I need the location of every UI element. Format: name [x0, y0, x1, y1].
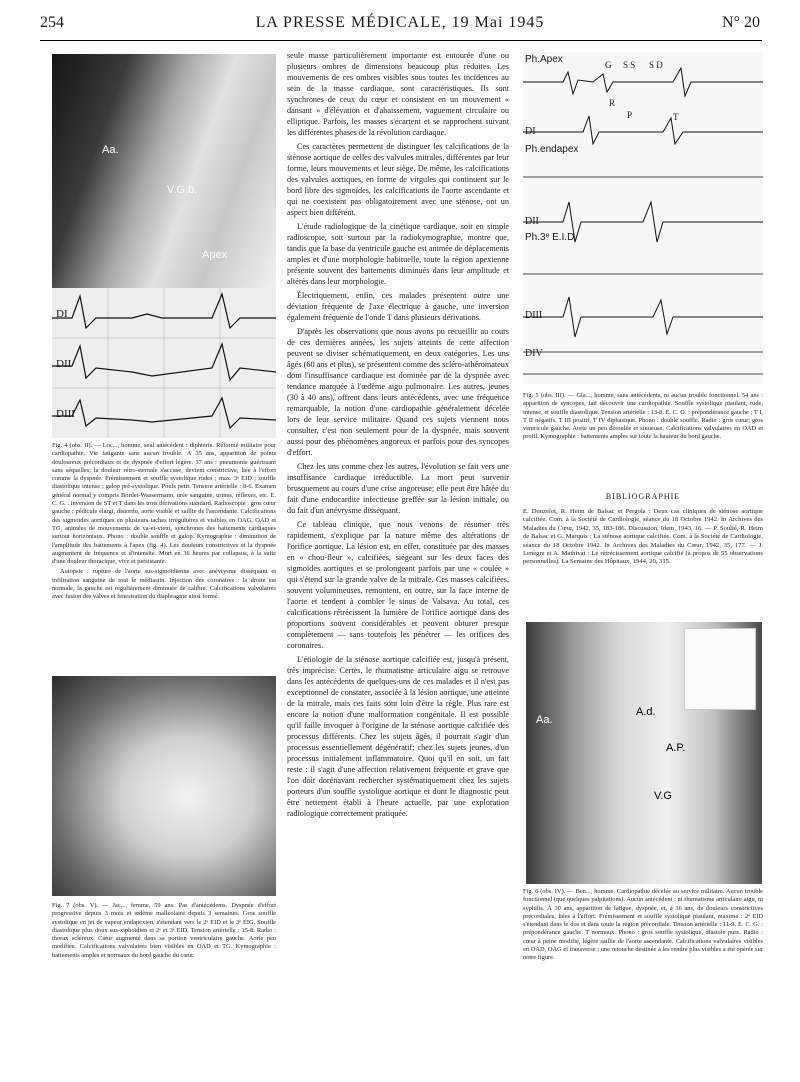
issue-number: N° 20 [722, 14, 760, 31]
fig7-caption [52, 902, 276, 962]
fig5-lead-ph-3eid: Ph.3ᵉ E.I.D. [525, 232, 578, 243]
article-paragraph-8: L'étiologie de la sténose aortique calcifiée est, jusqu'à présent, très imprécise. Certes, le rhumatisme articulaire aigu se retrouve dans les antécédents de quelques-uns de ces malades et il n'est pas exceptionnel de constater, associée à la lésion aortique, une atteinte de la mitrale, mais ces faits sont loin d'être la règle. Plus rare est encore la notion d'une malformation congénitale. Il est possible qu'il faille invoquer à l'origine de la sténose aortique calcifiée des processus différents. Chez les sujets âgés, il pourrait s'agir d'un processus essentiellement dégénératif; chez les sujets jeunes, d'un processus initialement inflammatoire. Quoi qu'il en soit, un fait reste : il s'agit d'une affection relativement fréquente et grave que l'on doit dorénavant rechercher systématiquement chez les sujets porteurs d'un souffle systolique aortique et dont le diagnostic peut être nettement établi à l'heure actuelle, par une exploration radiologique correctement pratiquée. [287, 655, 509, 818]
fig4-caption [52, 442, 276, 604]
fig4-label-vgb: V.G.b. [167, 184, 198, 196]
page-header [40, 14, 760, 38]
fig7-caption-text: Fig. 7 (obs. V). — Jac..., femme, 59 ans. Pas d'antécédents. Dyspnée d'effort progressive depuis 3 mois et œdème malléolaire depuis 3 semaines. Gros souffle systolique en jet de vapeur endapexien, s'étendant vers le 2ᵉ EID et le 3ᵉ EIG. Souffle diastolique plus doux sus-xiphoïdien et 2ᵉ et 3ᵉ EID. Tension artérielle : 15-8. Radio : thorax scléreux. Cœur augmenté dans sa portion ventriculaire gauche. Aorte peu modifiée. Calcifications valvulaires bien visibles en OAD et TG. Kymographie : battements amples et normaux du bord gauche du cœur. [52, 902, 276, 959]
header-rule [40, 40, 762, 41]
fig5-phono-image [523, 52, 763, 384]
fig4-label-aa: Aa. [102, 144, 119, 156]
fig4-ecg-image [52, 288, 276, 438]
fig4-caption-text: Fig. 4 (obs. II). — Loc..., homme, seul antécédent : diphtérie. Réformé militaire pour cardiopathie. Vie fatigante sans aucun trouble. À 35 ans, apparition de points douloureux précordiaux et de dyspnée d'effort légère. 37 ans : pneumonie guérissant sans séquelles; la douleur rétro-sternale s'accuse, devient constrictive, liée à l'effort comme la dyspnée. Frémissement et souffle systolique rudes ; max. 3ᵉ EID ; souffle diastolique intense ; galop pré-systolique. Pouls petit. Tension artérielle : 8-6. Examen général normal y compris Bordet-Wassermann, urée sanguine, urines, réflexes, etc. E. C. G. : inversion de ST et T dans les trois dérivations standard. Radioscopie : gros cœur gauche ; pédicule élargi, distordu, aorte visible et saillie de l'ascendante. Calcifications des sigmoïdes aortiques en plusieurs taches irrégulières et visibles en OAG, OAD et TG, animées de mouvements de va-et-vient, synchrones des battements cardiaques surtout horizontaux. Phono : double souffle et galop. Kymographie : diminution de l'amplitude des battements à l'apex (fig. 4). Les douleurs constrictives et la dyspnée augmentent de fréquence et d'intensité. Mort en 36 heures par collapsus, à la suite d'une douleur thoracique, vive et persistante. [52, 442, 276, 566]
fig4-xray-image [52, 54, 276, 288]
fig5-lead-dii: DII [525, 216, 539, 227]
ecg-lead-diii: DIII [56, 408, 75, 420]
fig5-caption-text: Fig. 5 (obs. III). — Gla..., homme, sans antécédents, ni aucun trouble fonctionnel. 54 ans : apparition de syncopes, fait découvrir une cardiopathie. Souffle systolique piaulant, rude, intense, et souffle diastolique. Tension artérielle : 13-8. E. C. G. : prépondérance gauche ; T I, T II négatifs, T III positif, T IV diphasique. Phono : double souffle. Radio : gros cœur; gros ventricule gauche. Aorte un peu déroulée et sinueuse. Calcifications valvulaires en OAD et profil. Kymographie : battements amples sur toute la hauteur du bord gauche. [523, 392, 763, 441]
page-number: 254 [40, 14, 64, 31]
article-paragraph-3: L'étude radiologique de la cinétique cardiaque, soit en simple radioscopie, soit surtout par la radiokymographie, montre que, tandis que la base du ventricule gauche est animée de déplacements amples et d'une morphologie habituelle, toute la région apexienne présente souvent des battements diminués dans leur amplitude et altérés dans leur morphologie. [287, 222, 509, 286]
journal-title: LA PRESSE MÉDICALE, 19 Mai 1945 [255, 14, 545, 31]
fig6-label-ad: A.d. [636, 706, 656, 718]
bibliography-text: E. Donzelot, R. Heim de Balsac et Pergola : Deux cas cliniques de sténose aortique calcifiée. Com. à la Société de Cardiologie, séance du 18 Octobre 1942. In Archives des Maladies du Cœur, 1942, 35, 183-186. Discussion, Idem, 1943, 16. — P. Soulié, R. Heim de Balsac et G. Marquis : La sténose aortique calcifiée. Com. à la Société de Cardiologie, séance du 18 Octobre 1942. In Archives des Maladies du Cœur, 1942, 35, 177. — J. Lenègre et A. Mathivat : Le rétrécissement aortique calcifié (à propos de 55 observations personnelles). La Semaine des Hôpitaux, 1944, 20, 315. [523, 508, 763, 566]
fig5-lead-diii: DIII [525, 310, 543, 321]
fig6-xray-image [526, 622, 762, 884]
article-paragraph-7: Ce tableau clinique, que nous venons de résumer très rapidement, s'explique par la nature même des altérations de l'orifice aortique. La lésion est, en effet, constituée par des masses en « chou-fleur », calcifiées, siégeant sur les deux faces des sigmoïdes aortiques et se prolongeant parfois par une « coulée » qui s'étend sur la grande valve de la mitrale. Ces masses calcifiées, souvent volumineuses, remontent, en outre, sur la face interne de l'aorte et tendent à combler le sinus de Valsava. Au total, ces calcifications rétrécissent la lumière de l'orifice aortique dans des proportions souvent considérables et peuvent obturer presque complètement — sans toutefois les pénétrer — les orifices des coronaires. [287, 520, 509, 650]
fig5-mark-ss: S S [623, 60, 636, 70]
article-paragraph-1: seule masse particulièrement importante est entourée d'une ou plusieurs ombres de dimensions beaucoup plus réduites. Les mouvements de ces ombres visibles sous toutes les incidences au sein de la masse cardiaque, sont caractéristiques. Ils sont synchrones de ceux du cœur et consistent en un mouvement « dansant » d'élévation et d'abaissement, vaguement circulaire ou elliptique. Parfois, les masses s'écartent et se rapprochent suivant les différentes phases de la révolution cardiaque. [287, 51, 509, 137]
fig6-inset-sketch [684, 628, 756, 710]
fig5-trace [523, 52, 763, 384]
fig5-lead-ph-apex: Ph.Apex [525, 54, 563, 65]
ecg-lead-dii: DII [56, 358, 72, 370]
main-article-column [287, 50, 509, 822]
fig5-mark-r: R [609, 98, 616, 108]
fig5-lead-di: DI [525, 126, 536, 137]
fig4-autopsy-text: Autopsie : rupture de l'aorte sus-sigmoïdienne avec anévrysme disséquant et infiltration sanguine de tout le médiastin. Injection des coronaires : la droite est normale, la gauche est régulièrement diminuée de calibre. Calcifications valvulaires avec fusion des valves et fenestration du diaphragme ainsi formé. [52, 568, 276, 601]
article-paragraph-5: D'après les observations que nous avons pu recueillir au cours de ces dernières années, les sujets atteints de cette affection peuvent se diviser schématiquement, en deux catégories. Les uns âgés (60 ans et plus), se présentent comme des scléro-athéromateux dont l'insuffisance cardiaque est dominée par de la dyspnée avec tendance marquée à l'œdème aigu pulmonaire. Les autres, jeunes (30 à 40 ans), offrent dans leurs antécédents, avec une fréquence remarquable, la notion d'une cardiopathie généralement décelée lors de leur service militaire. Quand ces sujets viennent nous consulter, c'est non seulement pour de la dyspnée, mais souvent aussi pour des phénomènes angoreux et parfois pour des syncopes d'effort. [287, 327, 509, 457]
fig5-mark-g: G [605, 60, 612, 70]
fig4-ecg-trace [52, 288, 276, 438]
fig6-caption-text: Fig. 6 (obs. IV). — Ben..., homme. Cardiopathie décelée au service militaire. Aucun trouble fonctionnel (que quelques palpitations). Aucun antécédent : ni rhumatisme articulaire aigu, ni syphilis. À 30 ans, apparition de fatigue, dyspnée, et, à 36 ans, de douleurs constrictives précordiales, liées à l'effort. Frémissement et souffle systolique piaulant, maxima : 2ᵉ EID s'étendant dans le dos et dans toute la région précordiale. Tension artérielle : 11-9. E. C. G. : prépondérance gauche. T normaux. Phono : gros souffle systolique, diastole pure. Radio : cœur à peine modifié, légère saillie de l'aorte ascendante. Calcifications valvulaires visibles en OAD, OAG et transverse ; une retouche destinée à les rendre plus visibles a été opérée sur notre figure. [523, 888, 763, 962]
article-paragraph-6: Chez les uns comme chez les autres, l'évolution se fait vers une insuffisance cardiaque irréductible. La mort peut survenir brusquement au cours d'une crise angoreuse; elle peut être hâtée du fait d'une endocardite infectieuse greffée sur la lésion initiale, ou du fait d'un anévrysme disséquant. [287, 462, 509, 515]
fig5-mark-p: P [627, 110, 633, 120]
bibliography-heading: BIBLIOGRAPHIE [605, 492, 681, 501]
fig5-mark-t: T [673, 112, 679, 122]
fig5-lead-ph-endapex: Ph.endapex [525, 144, 579, 155]
fig5-lead-div: DIV [525, 348, 543, 359]
fig6-caption [523, 888, 763, 965]
fig6-label-ap: A.P. [666, 742, 686, 754]
article-paragraph-4: Électriquement, enfin, ces malades présentent outre une déviation fréquente de l'axe électrique à gauche, une inversion également fréquente de l'onde T dans plusieurs dérivations. [287, 291, 509, 322]
fig6-label-aa: Aa. [536, 714, 553, 726]
fig4-label-apex: Apex [202, 249, 228, 261]
ecg-lead-di: DI [56, 308, 68, 320]
fig5-mark-sd: S D [649, 60, 663, 70]
fig7-xray-image [52, 676, 276, 896]
fig6-label-vg: V.G [654, 790, 672, 802]
article-paragraph-2: Ces caractères permettent de distinguer les calcifications de la sténose aortique de celles des valvules mitrales, différentes par leur forme, leurs mouvements et leur siège. De même, les calcifications des valvules aortiques, en forme de virgules qui continuent sur le bord libre des sigmoïdes, les calcifications de l'aorte ascendante et qui ne coexistent pas obligatoirement avec une sténose, ont un aspect bien différent. [287, 142, 509, 217]
fig5-caption [523, 392, 763, 444]
